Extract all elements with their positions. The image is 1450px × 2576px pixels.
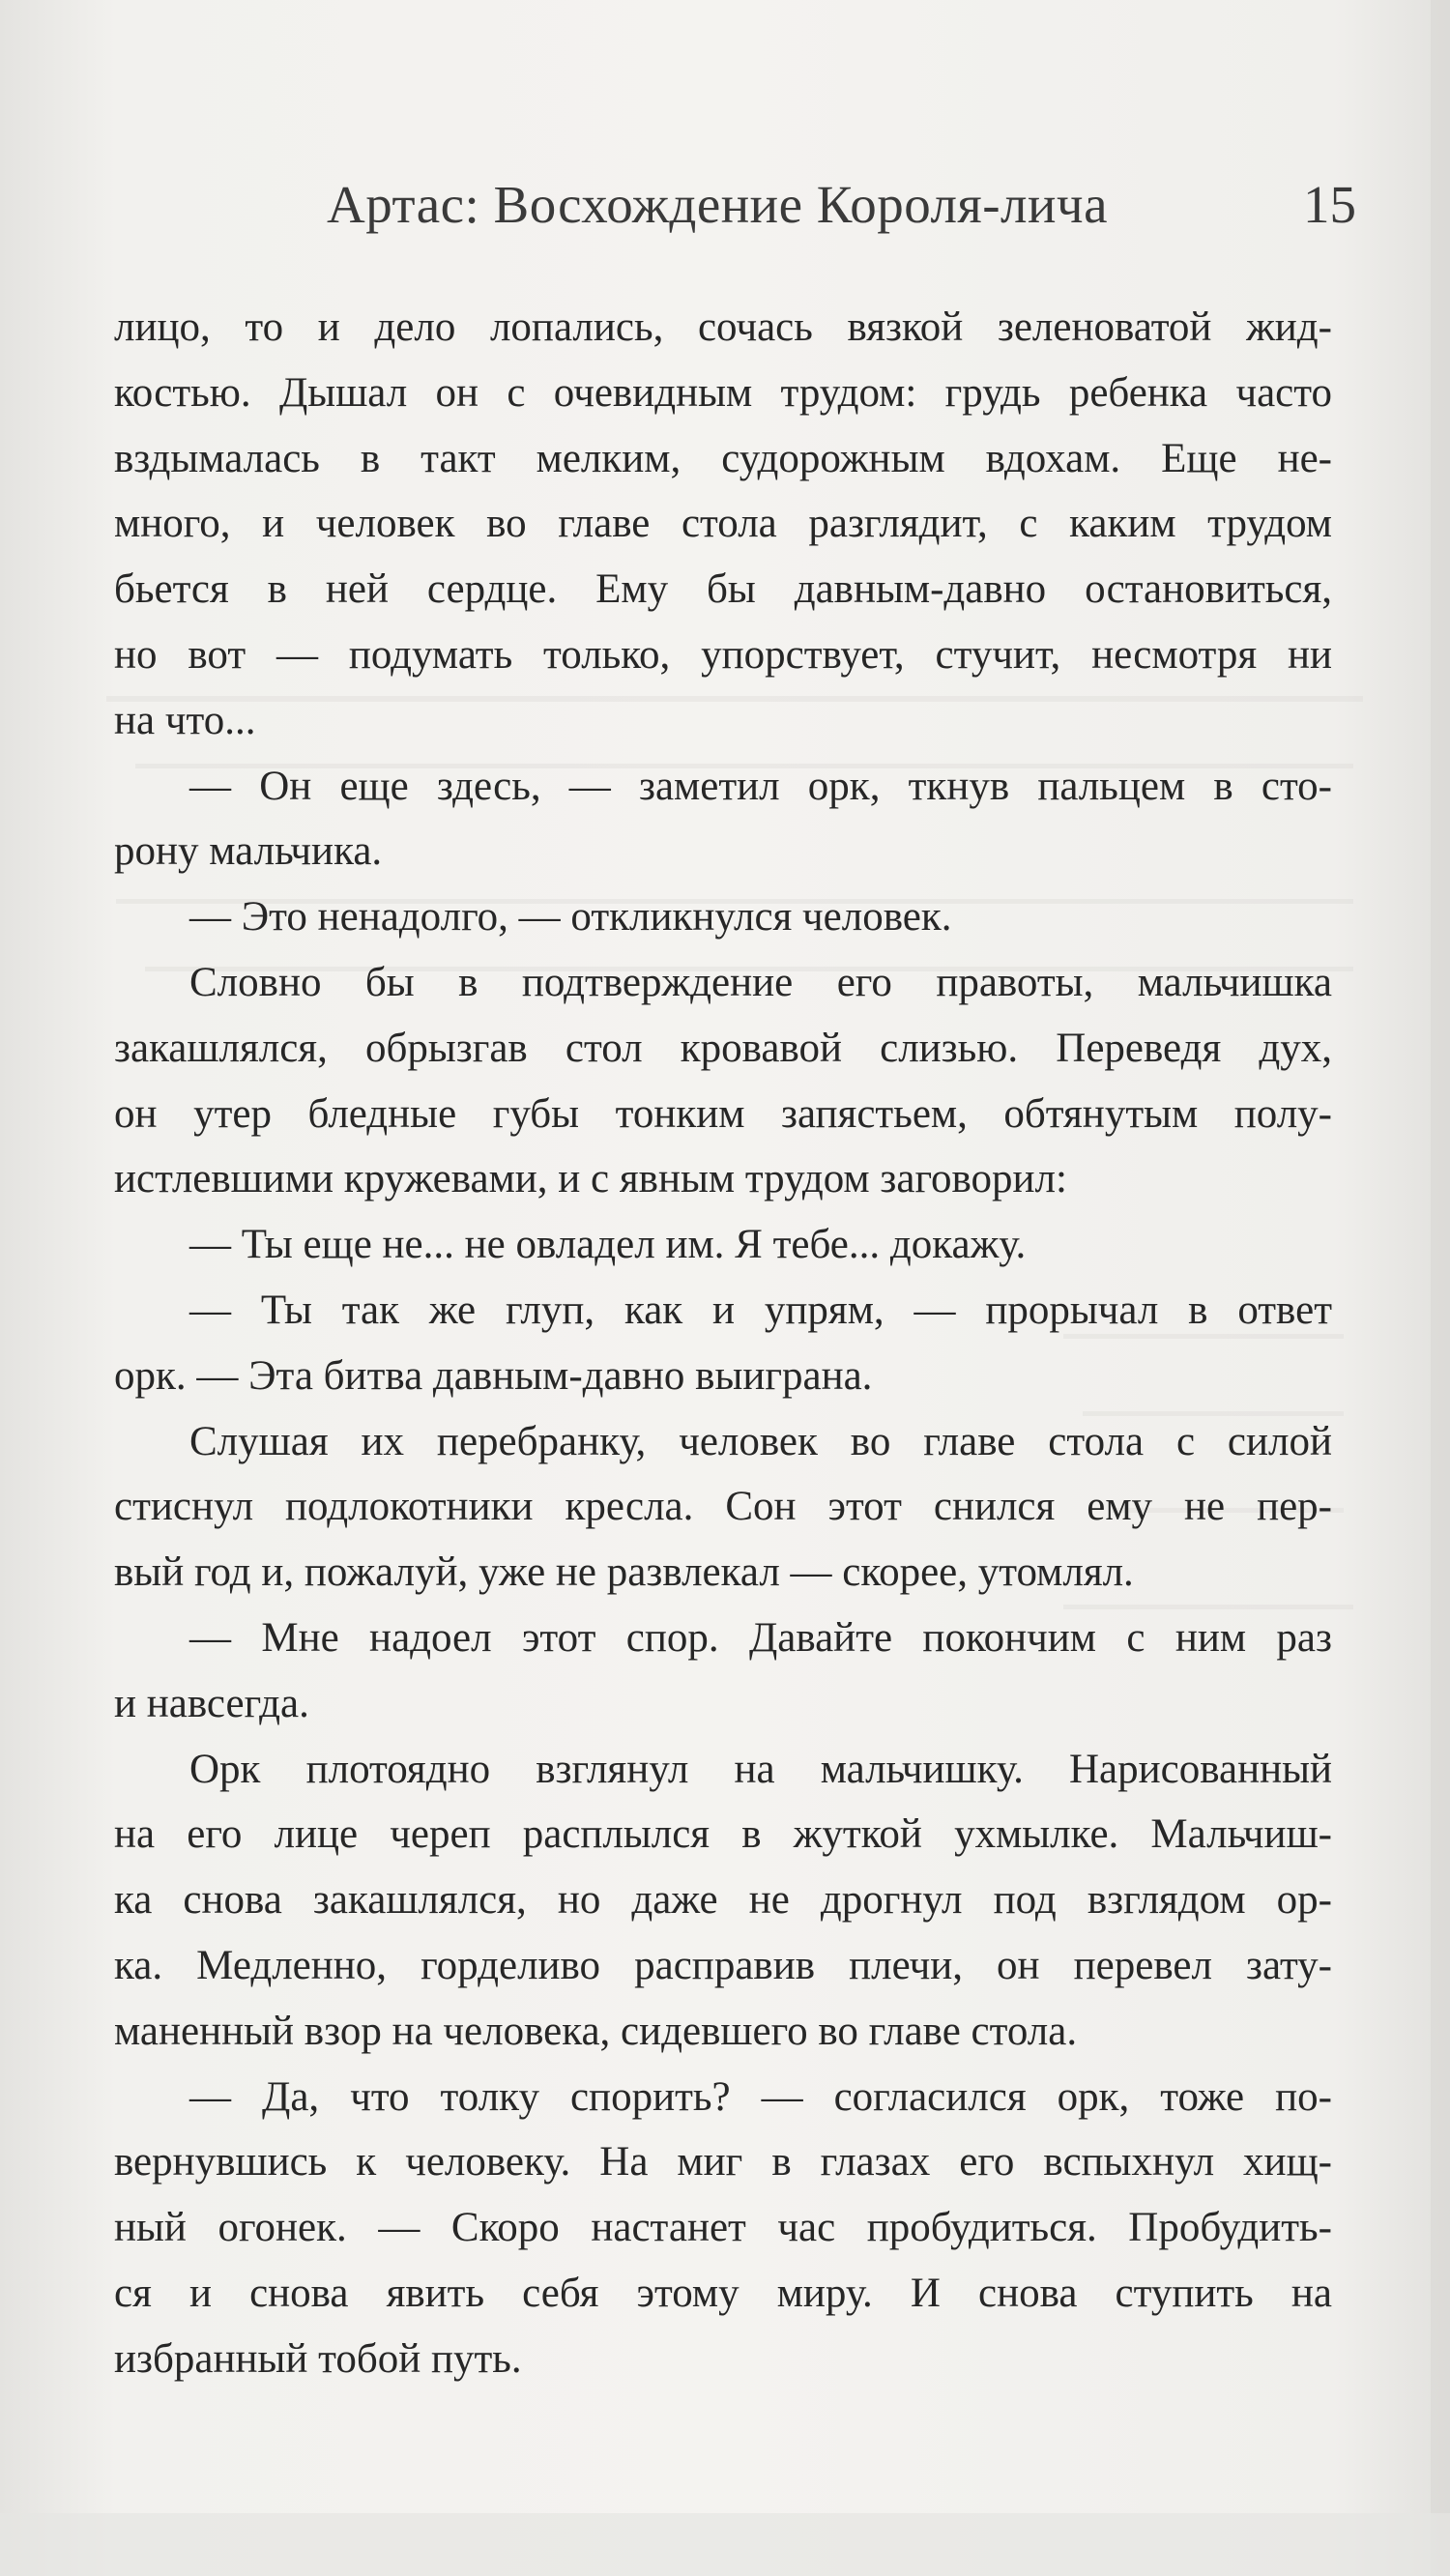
paragraph: [114, 1212, 1332, 1278]
text-line: вый год и, пожалуй, уже не развлекал — скорее, утомлял.: [114, 1549, 1134, 1596]
text-line: Слушая их перебранку, человек во главе стола с силой: [189, 1418, 1332, 1464]
text-line: вздымалась в такт мелким, судорожным вдохам. Еще не-: [114, 435, 1332, 481]
text-line: — Он еще здесь, — заметил орк, ткнув пальцем в сто-: [189, 763, 1332, 809]
text-line: ка снова закашлялся, но даже не дрогнул под взглядом ор-: [114, 1877, 1332, 1924]
text-line: бьется в ней сердце. Ему бы давным-давно остановиться,: [114, 566, 1332, 613]
body-text: [114, 295, 1332, 2392]
text-line: — Мне надоел этот спор. Давайте покончим с ним раз: [189, 1614, 1332, 1661]
text-line: — Это ненадолго, — откликнулся человек.: [189, 894, 952, 941]
paragraph: [114, 1278, 1332, 1409]
text-line: маненный взор на человека, сидевшего во главе стола.: [114, 2008, 1078, 2054]
text-line: закашлялся, обрызгав стол кровавой слизью. Переведя дух,: [114, 1025, 1332, 1071]
text-line: ный огонек. — Скоро настанет час пробудиться. Пробудить-: [114, 2205, 1332, 2251]
text-line: стиснул подлокотники кресла. Сон этот снился ему не пер-: [114, 1484, 1332, 1530]
text-line: на что...: [114, 697, 256, 743]
running-head: [114, 166, 1356, 253]
text-line: на его лице череп расплылся в жуткой ухмылке. Мальчиш-: [114, 1811, 1332, 1858]
text-line: — Да, что толку спорить? — согласился орк, тоже по-: [189, 2073, 1332, 2120]
text-line: — Ты еще не... не овладел им. Я тебе... докажу.: [189, 1222, 1027, 1268]
paragraph: [114, 2065, 1332, 2392]
paragraph: [114, 1737, 1332, 2065]
text-line: ка. Медленно, горделиво расправив плечи, он перевел зату-: [114, 1942, 1332, 1988]
paragraph: [114, 884, 1332, 950]
text-line: и навсегда.: [114, 1680, 309, 1726]
text-line: избранный тобой путь.: [114, 2335, 522, 2382]
running-title: Артас: Восхождение Короля-лича: [327, 175, 1108, 234]
text-line: вернувшись к человеку. На миг в глазах его вспыхнул хищ-: [114, 2139, 1332, 2185]
text-line: орк. — Эта битва давным-давно выиграна.: [114, 1352, 873, 1399]
paragraph: [114, 950, 1332, 1212]
text-line: Словно бы в подтверждение его правоты, мальчишка: [189, 959, 1332, 1005]
text-line: лицо, то и дело лопались, сочась вязкой зеленоватой жид-: [114, 304, 1332, 350]
paragraph: [114, 1606, 1332, 1737]
text-line: истлевшими кружевами, и с явным трудом заговорил:: [114, 1156, 1067, 1202]
paragraph: [114, 754, 1332, 885]
text-line: Орк плотоядно взглянул на мальчишку. Нарисованный: [189, 1746, 1332, 1792]
text-line: он утер бледные губы тонким запястьем, обтянутым полу-: [114, 1090, 1332, 1137]
text-line: рону мальчика.: [114, 828, 383, 875]
text-line: ся и снова явить себя этому миру. И снова ступить на: [114, 2270, 1332, 2316]
text-line: много, и человек во главе стола разглядит, с каким трудом: [114, 501, 1332, 547]
paragraph: [114, 1409, 1332, 1606]
text-line: но вот — подумать только, упорствует, стучит, несмотря ни: [114, 631, 1332, 678]
paragraph: [114, 295, 1332, 754]
text-line: костью. Дышал он с очевидным трудом: грудь ребенка часто: [114, 369, 1332, 416]
text-line: — Ты так же глуп, как и упрям, — прорычал в ответ: [189, 1287, 1332, 1333]
page-number: 15: [1303, 175, 1356, 234]
